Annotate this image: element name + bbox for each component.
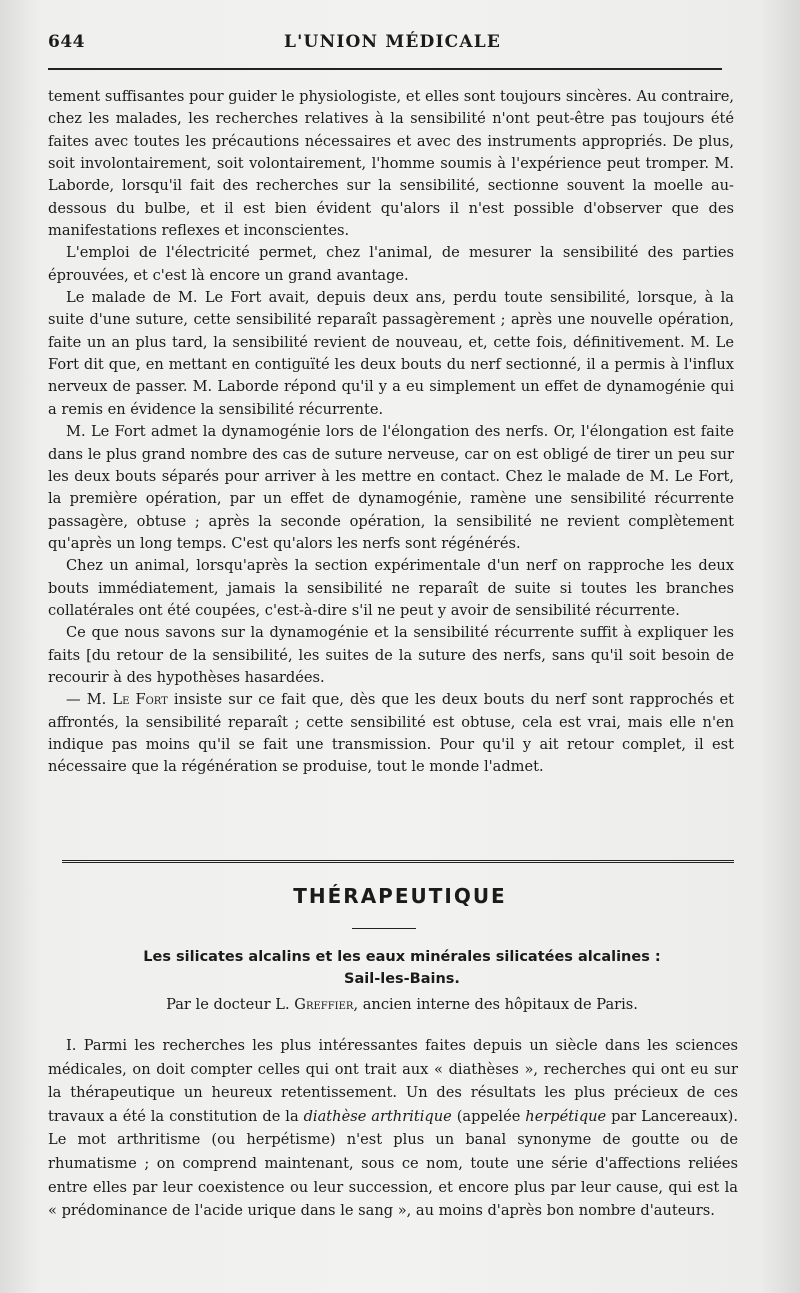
byline bbox=[60, 996, 744, 1013]
text-run: par Lancereaux). Le mot arthritisme (ou herpétisme) n'est plus un banal synonyme de goutte ou de rhumatisme ; on comprend maintenant, sous ce nom, toute une série d'affections reliées entre elles par leur coexistence ou leur succession, et encore plus par leur cause, qui est la « prédominance de l'acide urique dans le sang », au moins d'après bon nombre d'auteurs. bbox=[48, 1107, 738, 1220]
byline-lead: Par le docteur L. bbox=[166, 996, 295, 1013]
paragraph: M. Le Fort admet la dynamogénie lors de l'élongation des nerfs. Or, l'élongation est faite dans le plus grand nombre des cas de suture nerveuse, car on est obligé de tirer un peu sur les deux bouts séparés pour arriver à les mettre en contact. Chez le malade de M. Le Fort, la première opération, par un effet de dynamogénie, ramène une sensibilité récurrente passagère, obtuse ; après la seconde opération, la sensibilité ne revient complètement qu'après un long temps. C'est qu'alors les nerfs sont régénérés. bbox=[48, 423, 734, 552]
section-title: THÉRAPEUTIQUE bbox=[293, 884, 507, 908]
paragraph-rest: insiste sur ce fait que, dès que les deux bouts du nerf sont rapprochés et affrontés, la sensibilité reparaît ; cette sensibilité est obtuse, cela est vrai, mais elle n'en indique pas moins qu'il se fait une transmission. Pour qu'il y ait retour complet, il est nécessaire que la régénération se produise, tout le monde l'admet. bbox=[48, 691, 734, 776]
text-run: (appelée bbox=[451, 1107, 526, 1125]
paragraph bbox=[48, 1034, 738, 1223]
italic-term: herpétique bbox=[525, 1107, 607, 1125]
paragraph: Le malade de M. Le Fort avait, depuis deux ans, perdu toute sensibilité, lorsque, à la suite d'une suture, cette sensibilité reparaît passagèrement ; après une nouvelle opération, faite un an plus tard, la sensibilité revient de nouveau, et, cette fois, définitivement. M. Le Fort dit que, en mettant en contiguïté les deux bouts du nerf sectionné, il a permis à l'influx nerveux de passer. M. Laborde répond qu'il y a eu simplement un effet de dynamogénie qui a remis en évidence la sensibilité récurrente. bbox=[48, 289, 734, 418]
title-underline bbox=[352, 928, 416, 929]
author-name: Greffier bbox=[294, 996, 354, 1013]
body-text bbox=[48, 86, 734, 779]
article-title-line: Les silicates alcalins et les eaux minérales silicatées alcalines : bbox=[143, 949, 661, 965]
page-number: 644 bbox=[48, 32, 85, 52]
article-title bbox=[60, 946, 744, 990]
text-run: I. Parmi les recherches les plus intéressantes faites depuis un siècle dans les sciences médicales, on doit compter celles qui ont trait aux « diathèses », recherches qui ont eu sur la thérapeutique un heureux retentissement. Un des résultats les plus précieux de ces travaux a été la constitution de la bbox=[48, 1037, 738, 1125]
paragraph: Chez un animal, lorsqu'après la section expérimentale d'un nerf on rapproche les deux bouts immédiatement, jamais la sensibilité ne reparaît de suite si toutes les branches collatérales ont été coupées, c'est-à-dire s'il ne peut y avoir de sensibilité récurrente. bbox=[48, 557, 734, 619]
article-title-line: Sail-les-Bains. bbox=[344, 971, 460, 987]
journal-title: L'UNION MÉDICALE bbox=[284, 32, 502, 52]
paragraph: Ce que nous savons sur la dynamogénie et la sensibilité récurrente suffit à expliquer les faits [du retour de la sensibilité, les suites de la suture des nerfs, sans qu'il soit besoin de recourir à des hypothèses hasardées. bbox=[48, 624, 734, 686]
header-rule bbox=[48, 68, 722, 70]
paragraph bbox=[48, 689, 734, 778]
paragraph: tement suffisantes pour guider le physiologiste, et elles sont toujours sincères. Au contraire, chez les malades, les recherches relatives à la sensibilité n'ont peut-être pas toujours été faites avec toutes les précautions nécessaires et avec des instruments appropriés. De plus, soit involontairement, soit volontairement, l'homme soumis à l'expérience peut tromper. M. Laborde, lorsqu'il fait des recherches sur la sensibilité, sectionne souvent la moelle au-dessous du bulbe, et il est bien évident qu'alors il n'est possible d'observer que des manifestations reflexes et inconscientes. bbox=[48, 88, 734, 240]
section-divider bbox=[62, 860, 734, 863]
paragraph: L'emploi de l'électricité permet, chez l'animal, de mesurer la sensibilité des parties éprouvées, et c'est là encore un grand avantage. bbox=[48, 244, 734, 284]
byline-rest: , ancien interne des hôpitaux de Paris. bbox=[353, 996, 638, 1013]
italic-term: diathèse arthritique bbox=[303, 1107, 452, 1125]
paragraph-lead: — M. bbox=[66, 691, 113, 709]
page-header bbox=[48, 32, 718, 58]
article-text bbox=[48, 1034, 738, 1223]
speaker-name: Le Fort bbox=[112, 691, 168, 709]
